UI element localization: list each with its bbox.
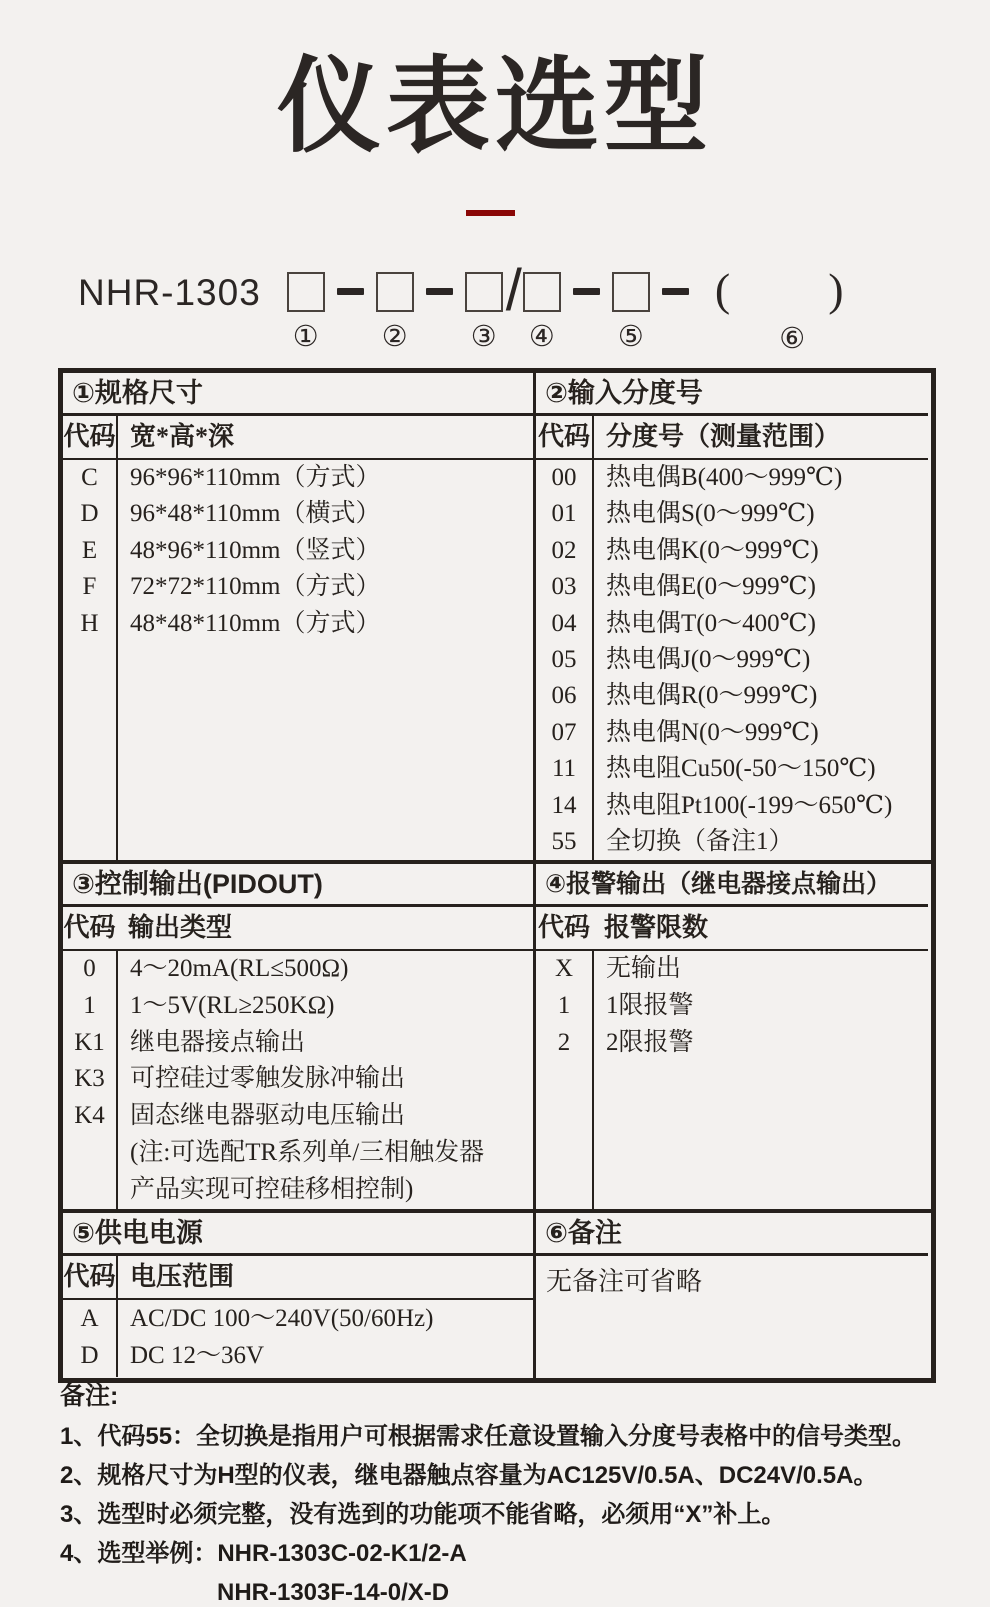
dash-separator xyxy=(573,288,600,295)
value-column-header: 报警限数 xyxy=(604,913,709,942)
row-code: D xyxy=(80,500,99,528)
row-code: 03 xyxy=(551,573,577,601)
code-column-header: 代码 xyxy=(63,913,116,942)
row-code: 00 xyxy=(551,464,577,491)
remark-content: 无备注可省略 xyxy=(546,1267,703,1296)
section-remark xyxy=(536,1213,928,1378)
slot-number-1: ① xyxy=(292,319,319,353)
code-column-header: 代码 xyxy=(63,1256,118,1298)
code-column xyxy=(536,951,594,1209)
model-slot-3 xyxy=(465,266,503,353)
row-code: 1 xyxy=(557,991,571,1019)
row-code: 2 xyxy=(557,1028,571,1056)
value-column xyxy=(118,1300,533,1377)
row-code: E xyxy=(81,536,98,564)
row-code: K3 xyxy=(74,1065,105,1093)
model-slot-2 xyxy=(376,266,414,353)
row-value: 产品实现可控硅移相控制) xyxy=(130,1175,414,1203)
code-column xyxy=(63,1300,118,1377)
row-value: 热电偶E(0～999℃) xyxy=(606,573,816,601)
row-value: 96*96*110mm（方式） xyxy=(130,464,381,491)
dash-separator xyxy=(337,288,364,295)
row-code: C xyxy=(81,464,98,491)
row-code: K1 xyxy=(74,1028,105,1056)
row-code: H xyxy=(80,609,99,637)
row-value: 2限报警 xyxy=(606,1028,694,1056)
value-column xyxy=(594,951,928,1209)
section-control-output xyxy=(63,864,536,1209)
dash-separator xyxy=(662,288,689,295)
section5-column-header xyxy=(63,1256,533,1300)
row-value: AC/DC 100～240V(50/60Hz) xyxy=(130,1305,434,1332)
row-code: D xyxy=(80,1342,99,1369)
row-code: 11 xyxy=(551,755,577,783)
section1-heading: ①规格尺寸 xyxy=(63,373,533,416)
row-code: A xyxy=(80,1305,99,1332)
code-column-header: 代码 xyxy=(63,416,118,458)
model-slot-1 xyxy=(287,266,325,353)
section6-heading: ⑥备注 xyxy=(536,1213,928,1256)
section4-column-header xyxy=(536,907,928,951)
footnote-1: 1、代码55：全切换是指用户可根据需求任意设置输入分度号表格中的信号类型。 xyxy=(60,1423,917,1450)
code-box-4 xyxy=(523,272,561,312)
row-code: 06 xyxy=(551,682,577,710)
band-power-remark xyxy=(63,1209,931,1378)
row-value: 无输出 xyxy=(606,955,682,982)
footnote-4: 4、选型举例：NHR-1303C-02-K1/2-A xyxy=(60,1540,467,1567)
row-value: 96*48*110mm（横式） xyxy=(130,500,381,528)
model-slot-5 xyxy=(612,266,650,353)
row-value: (注:可选配TR系列单/三相触发器 xyxy=(130,1138,485,1166)
value-column xyxy=(118,460,533,860)
model-code-row xyxy=(78,258,870,355)
value-column xyxy=(118,951,533,1209)
section-spec-size xyxy=(63,373,536,860)
row-value: DC 12～36V xyxy=(130,1342,265,1369)
row-code xyxy=(63,1172,116,1209)
row-code: X xyxy=(554,955,574,982)
row-value: 热电偶B(400～999℃) xyxy=(606,464,843,491)
section3-heading: ③控制输出(PIDOUT) xyxy=(63,864,533,907)
row-value: 热电阻Cu50(-50～150℃) xyxy=(606,755,876,783)
red-divider xyxy=(466,210,515,216)
row-code: 05 xyxy=(551,645,577,673)
row-value: 热电阻Pt100(-199～650℃) xyxy=(606,791,893,819)
row-value: 48*48*110mm（方式） xyxy=(130,609,381,637)
footnotes xyxy=(60,1382,965,1607)
section-power-supply xyxy=(63,1213,536,1378)
page-title: 仪表选型 xyxy=(276,49,713,165)
row-code: K4 xyxy=(74,1102,105,1130)
model-slot-4 xyxy=(523,266,561,353)
slot-number-3: ③ xyxy=(470,319,497,353)
row-code: 07 xyxy=(551,718,577,746)
code-column-header: 代码 xyxy=(536,416,594,458)
code-box-2 xyxy=(376,272,414,312)
section-input-graduation xyxy=(536,373,928,860)
row-value: 热电偶R(0～999℃) xyxy=(606,682,818,710)
selection-table xyxy=(58,368,936,1383)
row-code: 1 xyxy=(83,991,96,1019)
code-column-header: 代码 xyxy=(537,913,590,942)
band-output-alarm xyxy=(63,860,931,1209)
row-code: F xyxy=(82,573,97,601)
footnote-3: 3、选型时必须完整，没有选到的功能项不能省略，必须用“X”补上。 xyxy=(60,1501,786,1528)
code-column xyxy=(63,460,118,860)
row-code: 04 xyxy=(551,609,577,637)
slot-number-2: ② xyxy=(381,319,408,353)
slot-number-6: ⑥ xyxy=(779,321,806,355)
row-code xyxy=(63,1135,116,1172)
slot-number-5: ⑤ xyxy=(617,319,644,353)
footnote-2: 2、规格尺寸为H型的仪表，继电器触点容量为AC125V/0.5A、DC24V/0.5A。 xyxy=(60,1462,878,1489)
slot-number-4: ④ xyxy=(528,319,555,353)
row-value: 热电偶K(0～999℃) xyxy=(606,536,819,564)
row-value: 热电偶J(0～999℃) xyxy=(606,645,811,673)
row-value: 1～5V(RL≥250KΩ) xyxy=(130,991,335,1019)
section2-column-header xyxy=(536,416,928,460)
row-code: 01 xyxy=(551,500,577,528)
model-slot-6 xyxy=(715,266,870,355)
value-column-header: 宽*高*深 xyxy=(130,422,235,451)
row-value: 热电偶T(0～400℃) xyxy=(606,609,816,637)
row-code: 55 xyxy=(551,827,577,855)
row-value: 固态继电器驱动电压输出 xyxy=(130,1102,406,1130)
row-code: 0 xyxy=(83,955,96,982)
row-value: 继电器接点输出 xyxy=(130,1028,306,1056)
section2-heading: ②输入分度号 xyxy=(536,373,928,416)
footnotes-label: 备注: xyxy=(60,1382,119,1410)
section5-rows xyxy=(63,1300,533,1377)
model-prefix: NHR-1303 xyxy=(78,272,261,313)
dash-separator xyxy=(426,288,453,295)
value-column-header: 电压范围 xyxy=(130,1262,235,1291)
code-column xyxy=(536,460,594,860)
remark-parentheses: ( ) xyxy=(714,264,870,315)
code-column xyxy=(63,951,118,1209)
footnote-4-example2: NHR-1303F-14-0/X-D xyxy=(217,1579,450,1606)
row-value: 48*96*110mm（竖式） xyxy=(130,536,381,564)
value-column-header: 分度号（测量范围） xyxy=(606,422,841,451)
row-code: 02 xyxy=(551,536,577,564)
value-column xyxy=(594,460,928,860)
slash-separator: / xyxy=(505,258,522,323)
row-value: 热电偶N(0～999℃) xyxy=(606,718,819,746)
row-code: 14 xyxy=(551,791,577,819)
section5-heading: ⑤供电电源 xyxy=(63,1213,533,1256)
section4-heading: ④报警输出（继电器接点输出） xyxy=(536,864,928,907)
row-value: 72*72*110mm（方式） xyxy=(130,573,381,601)
section-alarm-output xyxy=(536,864,928,1209)
section3-rows xyxy=(63,951,533,1209)
row-value: 全切换（备注1） xyxy=(606,827,794,855)
section1-column-header xyxy=(63,416,533,460)
code-box-5 xyxy=(612,272,650,312)
section1-rows xyxy=(63,460,533,860)
band-spec-input xyxy=(63,373,931,860)
value-column-header: 输出类型 xyxy=(128,913,233,942)
row-value: 可控硅过零触发脉冲输出 xyxy=(130,1065,406,1093)
code-box-3 xyxy=(465,272,503,312)
section3-column-header xyxy=(63,907,533,951)
section4-rows xyxy=(536,951,928,1209)
code-box-1 xyxy=(287,272,325,312)
section2-rows xyxy=(536,460,928,860)
row-value: 4～20mA(RL≤500Ω) xyxy=(130,955,349,982)
row-value: 1限报警 xyxy=(606,991,694,1019)
row-value: 热电偶S(0～999℃) xyxy=(606,500,815,528)
